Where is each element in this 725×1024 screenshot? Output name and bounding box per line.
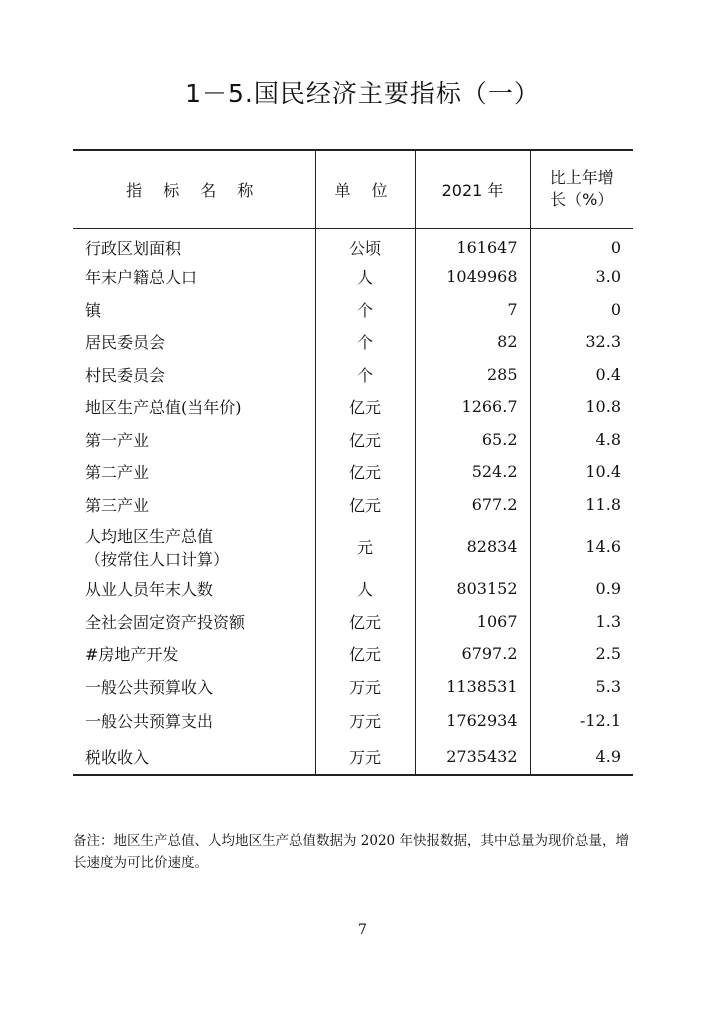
table-row	[73, 391, 633, 424]
row-name: 第一产业	[85, 430, 150, 450]
row-name: 年末户籍总人口	[85, 268, 198, 288]
row-value: 1762934	[415, 703, 530, 739]
row-name	[73, 521, 315, 573]
table-row	[73, 638, 633, 671]
table-row	[73, 703, 633, 739]
row-growth: 11.8	[530, 488, 633, 521]
row-unit: 亿元	[315, 638, 415, 671]
row-name-line1: 人均地区生产总值	[85, 526, 214, 546]
table-row	[73, 573, 633, 606]
header-growth	[530, 150, 633, 228]
row-unit: 万元	[315, 670, 415, 703]
row-unit: 亿元	[315, 456, 415, 489]
row-unit: 亿元	[315, 488, 415, 521]
row-name-line2: （按常住人口计算）	[85, 549, 230, 569]
row-name: 行政区划面积	[85, 239, 182, 258]
row-value: 1138531	[415, 670, 530, 703]
indicator-table-container	[73, 149, 633, 776]
row-name: 从业人员年末人数	[85, 580, 214, 600]
row-growth: 2.5	[530, 638, 633, 671]
header-growth-line2: 长（%）	[550, 190, 614, 210]
row-value: 6797.2	[415, 638, 530, 671]
row-growth: 1.3	[530, 605, 633, 638]
row-value: 65.2	[415, 423, 530, 456]
row-name: 镇	[85, 300, 102, 320]
row-growth: 0	[530, 293, 633, 326]
indicator-table	[73, 149, 633, 776]
table-row	[73, 739, 633, 775]
table-header-row	[73, 150, 633, 228]
table-row	[73, 228, 633, 261]
row-unit: 个	[315, 326, 415, 359]
row-growth: 10.4	[530, 456, 633, 489]
row-unit: 亿元	[315, 391, 415, 424]
table-row	[73, 670, 633, 703]
row-growth: 3.0	[530, 261, 633, 294]
table-row	[73, 456, 633, 489]
row-unit: 亿元	[315, 605, 415, 638]
header-year: 2021 年	[415, 150, 530, 228]
header-growth-line1: 比上年增	[549, 168, 614, 188]
row-growth: 4.8	[530, 423, 633, 456]
row-name: 全社会固定资产投资额	[85, 612, 246, 632]
row-unit: 个	[315, 293, 415, 326]
row-growth: 0.9	[530, 573, 633, 606]
row-value: 677.2	[415, 488, 530, 521]
row-name: 村民委员会	[85, 365, 166, 385]
row-value: 1049968	[415, 261, 530, 294]
row-unit: 公顷	[315, 228, 415, 261]
table-row	[73, 423, 633, 456]
row-value: 285	[415, 358, 530, 391]
row-name: 一般公共预算支出	[85, 712, 214, 731]
row-unit: 万元	[315, 739, 415, 775]
row-name: #房地产开发	[85, 645, 179, 665]
row-unit: 人	[315, 573, 415, 606]
table-row	[73, 358, 633, 391]
table-body	[73, 228, 633, 775]
table-row	[73, 521, 633, 573]
page-number: 7	[358, 922, 367, 938]
row-value: 524.2	[415, 456, 530, 489]
row-value: 1266.7	[415, 391, 530, 424]
table-row	[73, 293, 633, 326]
row-unit: 个	[315, 358, 415, 391]
table-row	[73, 605, 633, 638]
row-growth: 14.6	[530, 521, 633, 573]
row-unit: 人	[315, 261, 415, 294]
row-value: 2735432	[415, 739, 530, 775]
table-row	[73, 261, 633, 294]
row-unit: 亿元	[315, 423, 415, 456]
header-name: 指 标 名 称	[73, 150, 315, 228]
row-growth: 32.3	[530, 326, 633, 359]
footnote: 备注：地区生产总值、人均地区生产总值数据为 2020 年快报数据，其中总量为现价总量，增长速度为可比价速度。	[73, 833, 629, 871]
header-unit: 单 位	[315, 150, 415, 228]
row-name: 一般公共预算收入	[85, 677, 214, 697]
row-growth: -12.1	[530, 703, 633, 739]
row-name: 地区生产总值(当年价)	[85, 398, 242, 418]
row-value: 803152	[415, 573, 530, 606]
row-value: 82834	[415, 521, 530, 573]
row-growth: 5.3	[530, 670, 633, 703]
row-name: 第二产业	[85, 463, 150, 483]
table-row	[73, 326, 633, 359]
row-growth: 4.9	[530, 739, 633, 775]
row-name: 第三产业	[85, 495, 150, 515]
row-value: 1067	[415, 605, 530, 638]
row-value: 161647	[415, 228, 530, 261]
row-name: 税收收入	[73, 739, 315, 775]
row-value: 7	[415, 293, 530, 326]
page-title: 1－5.国民经济主要指标（一）	[185, 79, 540, 108]
table-row	[73, 488, 633, 521]
row-unit: 万元	[315, 703, 415, 739]
row-value: 82	[415, 326, 530, 359]
row-unit: 元	[315, 521, 415, 573]
row-growth: 0	[530, 228, 633, 261]
row-name: 居民委员会	[85, 333, 166, 353]
row-growth: 10.8	[530, 391, 633, 424]
row-growth: 0.4	[530, 358, 633, 391]
